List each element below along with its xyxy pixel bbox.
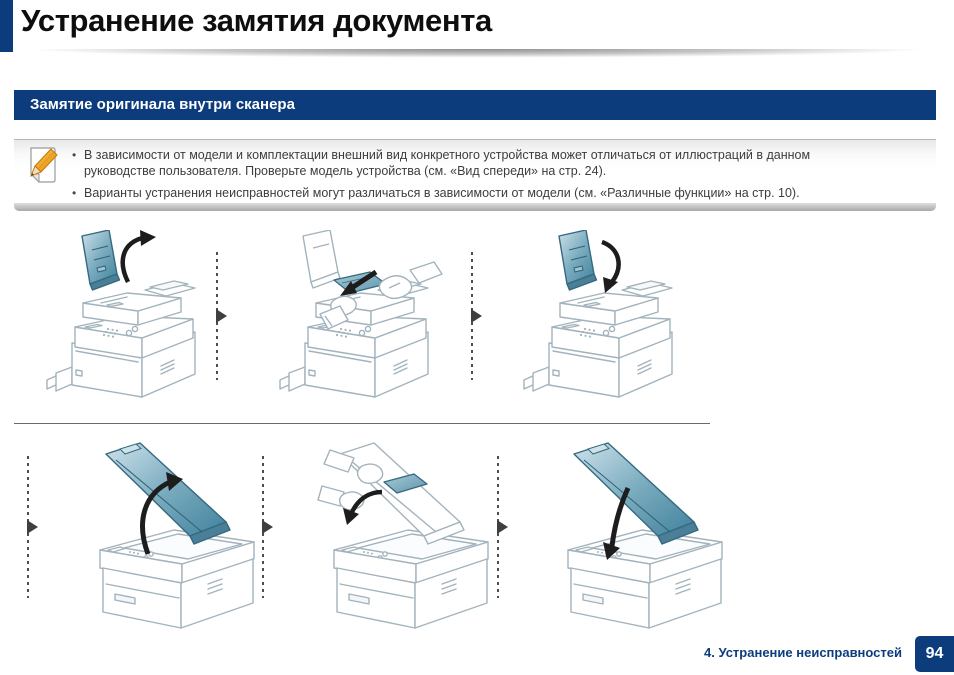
note-list <box>70 148 870 209</box>
section-header: Замятие оригинала внутри сканера <box>14 90 936 120</box>
note-item: • В зависимости от модели и комплектации внешний вид конкретного устройства может отличаться от иллюстраций в данном руководстве пользователя. Проверьте модель устройства (см. «Вид спереди» на стр. 24). <box>70 148 870 179</box>
note-box-bottom-rule <box>14 203 936 211</box>
remove-jammed-original-illustration <box>272 230 452 402</box>
remove-original-from-scanner-illustration <box>296 438 521 638</box>
step-divider <box>471 252 473 380</box>
note-item: • Варианты устранения неисправностей могут различаться в зависимости от модели (см. «Различные функции» на стр. 10). <box>70 186 870 202</box>
title-shadow-rule <box>8 49 946 59</box>
note-box <box>14 139 936 204</box>
close-scanner-lid-illustration <box>530 438 755 638</box>
row-separator-rule <box>14 423 710 424</box>
rotate-open-arrow-icon <box>140 230 156 246</box>
footer-chapter-label: 4. Устранение неисправностей <box>703 645 902 660</box>
title-accent-bar <box>0 0 13 52</box>
note-pencil-icon <box>26 146 60 191</box>
step-divider <box>27 456 29 598</box>
open-adf-cover-illustration <box>45 230 210 402</box>
page-number-badge: 94 <box>915 636 954 672</box>
step-divider <box>216 252 218 380</box>
open-scanner-lid-illustration <box>62 438 287 638</box>
page-title: Устранение замятия документа <box>21 3 492 38</box>
step-divider <box>497 456 499 598</box>
close-adf-cover-illustration <box>522 230 687 402</box>
step-divider <box>262 456 264 598</box>
